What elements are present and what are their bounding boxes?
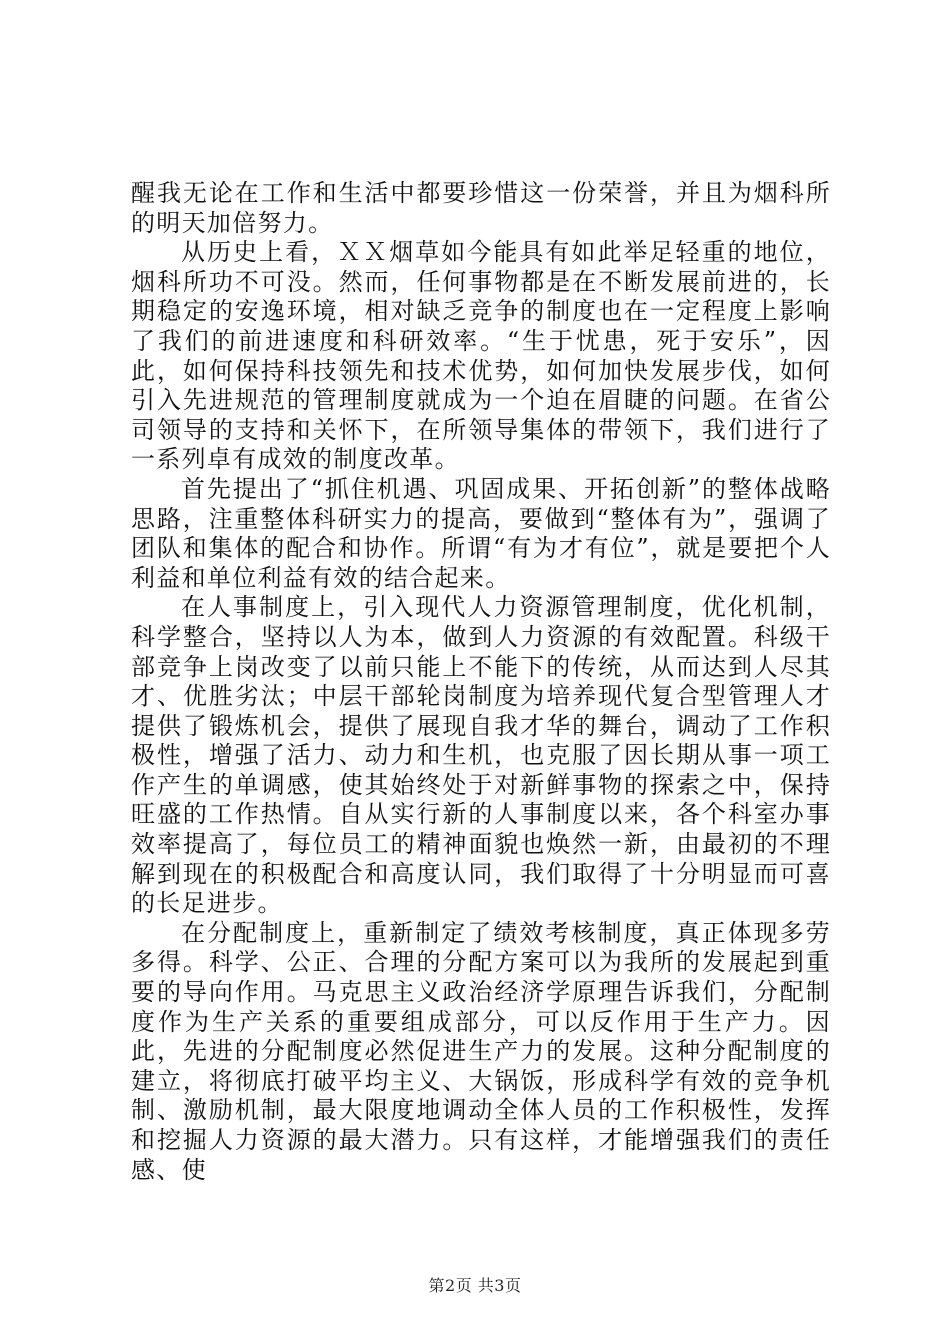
paragraph-3: 首先提出了“抓住机遇、巩固成果、开拓创新”的整体战略思路，注重整体科研实力的提高，要做到“整体有为”，强调了团队和集体的配合和协作。所谓“有为才有位”，就是要把个人利益和单位利益有效的结合起来。 <box>131 474 831 592</box>
paragraph-2: 从历史上看，ＸＸ烟草如今能具有如此举足轻重的地位，烟科所功不可没。然而，任何事物都是在不断发展前进的，长期稳定的安逸环境，相对缺乏竞争的制度也在一定程度上影响了我们的前进速度和科研效率。“生于忧患，死于安乐”，因此，如何保持科技领先和技术优势，如何加快发展步伐，如何引入先进规范的管理制度就成为一个迫在眉睫的问题。在省公司领导的支持和关怀下，在所领导集体的带领下，我们进行了一系列卓有成效的制度改革。 <box>131 238 831 474</box>
document-body <box>131 179 831 1185</box>
paragraph-1: 醒我无论在工作和生活中都要珍惜这一份荣誉，并且为烟科所的明天加倍努力。 <box>131 179 831 237</box>
paragraph-5: 在分配制度上，重新制定了绩效考核制度，真正体现多劳多得。科学、公正、合理的分配方案可以为我所的发展起到重要的导向作用。马克思主义政治经济学原理告诉我们，分配制度作为生产关系的重要组成部分，可以反作用于生产力。因此，先进的分配制度必然促进生产力的发展。这种分配制度的建立，将彻底打破平均主义、大锅饭，形成科学有效的竞争机制、激励机制，最大限度地调动全体人员的工作积极性，发挥和挖掘人力资源的最大潜力。只有这样，才能增强我们的责任感、使 <box>131 918 831 1184</box>
page-footer: 第2页 共3页 <box>428 1276 522 1295</box>
paragraph-4: 在人事制度上，引入现代人力资源管理制度，优化机制，科学整合，坚持以人为本，做到人力资源的有效配置。科级干部竞争上岗改变了以前只能上不能下的传统，从而达到人尽其才、优胜劣汰；中层干部轮岗制度为培养现代复合型管理人才提供了锻炼机会，提供了展现自我才华的舞台，调动了工作积极性，增强了活力、动力和生机，也克服了因长期从事一项工作产生的单调感，使其始终处于对新鲜事物的探索之中，保持旺盛的工作热情。自从实行新的人事制度以来，各个科室办事效率提高了，每位员工的精神面貌也焕然一新，由最初的不理解到现在的积极配合和高度认同，我们取得了十分明显而可喜的长足进步。 <box>131 593 831 918</box>
